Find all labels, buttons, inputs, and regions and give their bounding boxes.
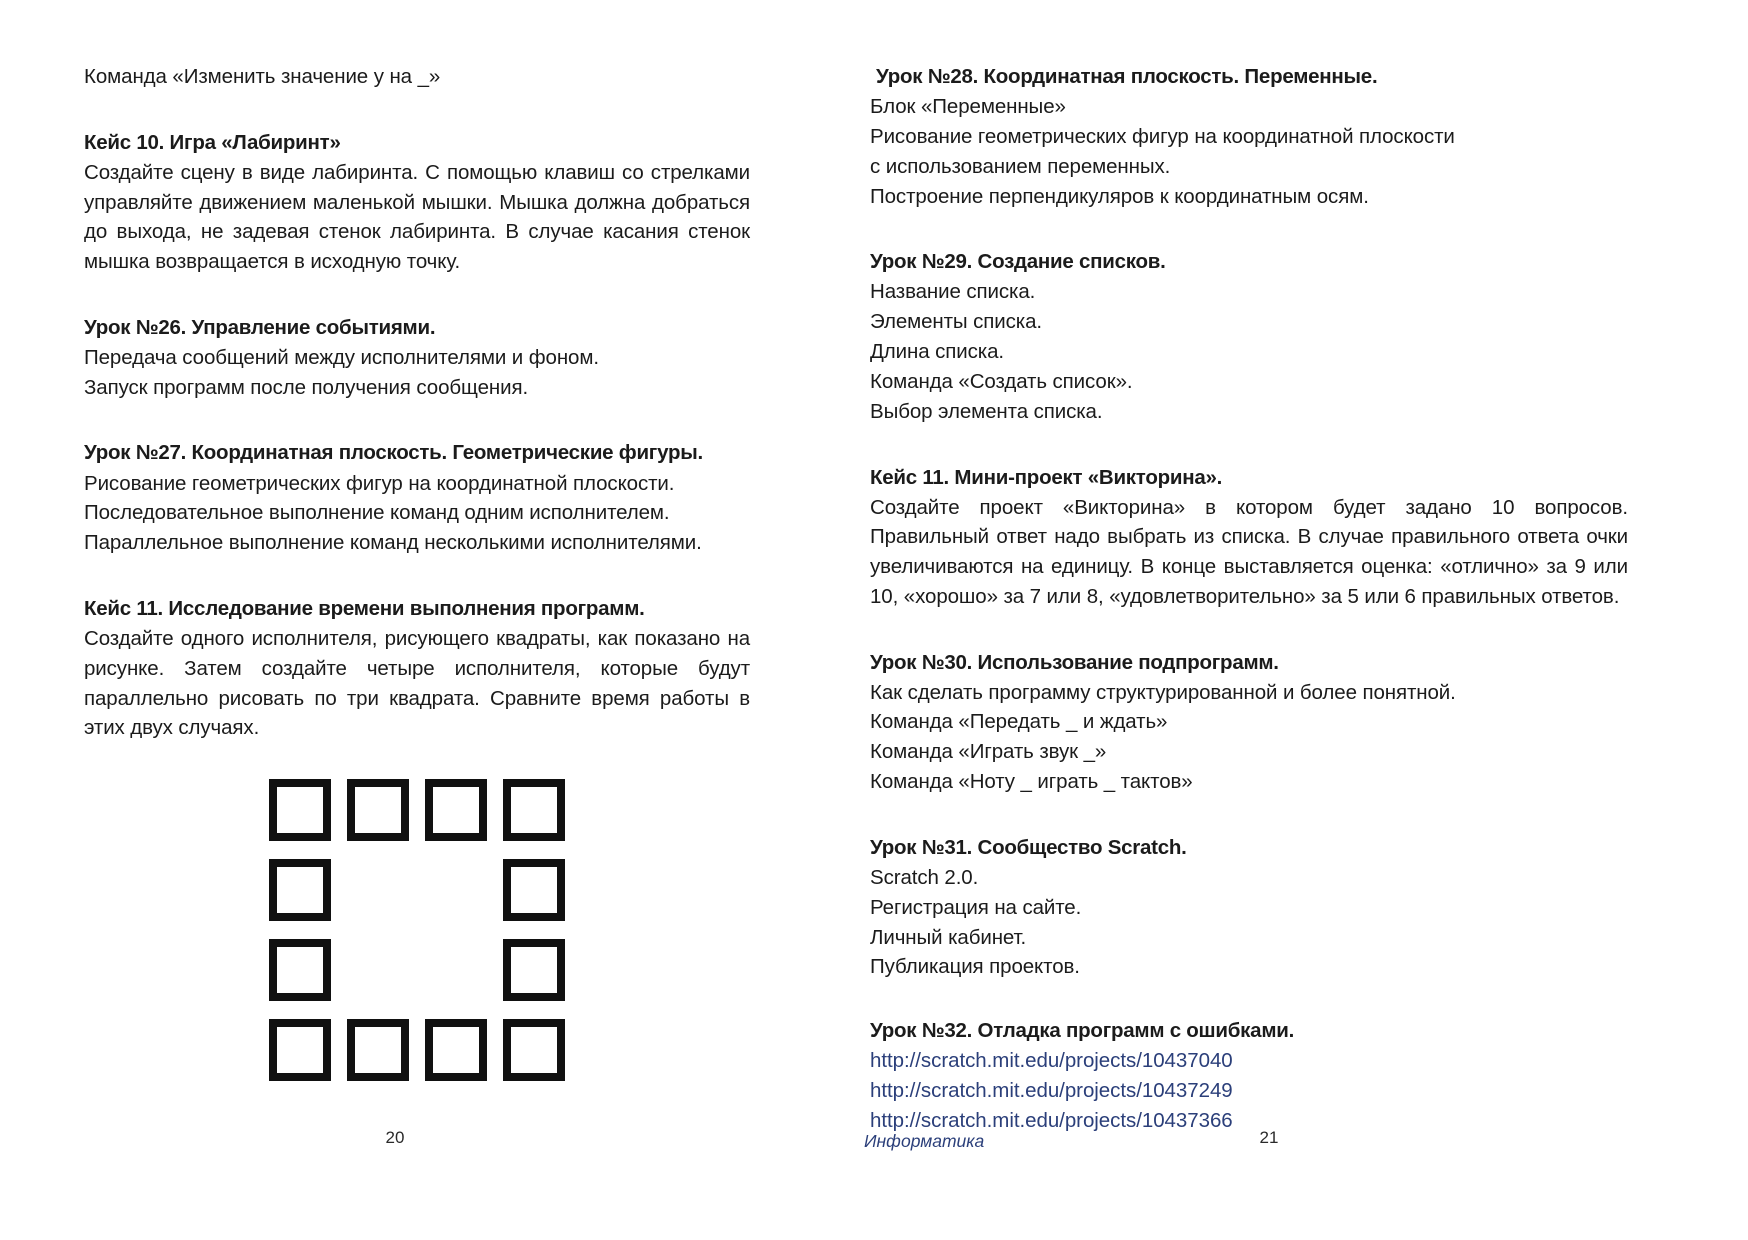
- section-lines: [870, 277, 1628, 426]
- line: Команда «Передать _ и ждать»: [870, 710, 1168, 734]
- left-page: [0, 0, 790, 1240]
- line: Параллельное выполнение команд несколькими исполнителями.: [84, 531, 702, 555]
- section-heading: Урок №26. Управление событиями.: [84, 315, 436, 339]
- line: Элементы списка.: [870, 310, 1043, 334]
- square-cell: [425, 779, 487, 841]
- section-lesson-28: [870, 62, 1628, 211]
- section-lesson-30: [870, 648, 1628, 797]
- running-head: Информатика: [864, 1131, 985, 1151]
- section-heading: Кейс 11. Исследование времени выполнения программ.: [84, 596, 645, 620]
- page-number-right: 21: [1259, 1128, 1279, 1147]
- section-lines: [870, 678, 1628, 797]
- square-cell: [503, 779, 565, 841]
- square-cell: [347, 1019, 409, 1081]
- line: Блок «Переменные»: [870, 95, 1066, 119]
- section-lines: [870, 863, 1628, 982]
- line: Выбор элемента списка.: [870, 399, 1103, 423]
- square-cell: [503, 939, 565, 1001]
- squares-ring-diagram: [84, 779, 750, 1081]
- section-body: Создайте проект «Викторина» в котором будет задано 10 вопросов. Правильный ответ надо выбрать из списка. В случае правильного ответа очки увеличиваются на единицу. В конце выставляется оценка: «отлично» за 9 или 10, «хорошо» за 7 или 8, «удовлетворительно» за 5 или 6 правильных ответов.: [870, 495, 1628, 608]
- square-cell: [503, 859, 565, 921]
- project-link[interactable]: http://scratch.mit.edu/projects/10437040: [870, 1049, 1233, 1073]
- line: Команда «Играть звук _»: [870, 740, 1107, 764]
- line: Передача сообщений между исполнителями и фоном.: [84, 345, 599, 369]
- section-heading: Урок №30. Использование подпрограмм.: [870, 650, 1279, 674]
- square-cell-empty: [425, 859, 487, 921]
- right-page-column: [870, 62, 1628, 1136]
- square-cell: [347, 779, 409, 841]
- line: с использованием переменных.: [870, 154, 1171, 178]
- section-case-11-quiz: [870, 463, 1628, 612]
- line: Запуск программ после получения сообщения.: [84, 375, 529, 399]
- section-lesson-29: [870, 247, 1628, 426]
- line: Рисование геометрических фигур на координатной плоскости: [870, 124, 1455, 148]
- square-cell: [425, 1019, 487, 1081]
- line: Построение перпендикуляров к координатным осям.: [870, 184, 1369, 208]
- line: Личный кабинет.: [870, 925, 1027, 949]
- square-cell: [503, 1019, 565, 1081]
- project-link[interactable]: http://scratch.mit.edu/projects/10437366: [870, 1108, 1233, 1132]
- squares-grid: [269, 779, 565, 1081]
- section-lines: [84, 469, 750, 558]
- section-heading: Кейс 10. Игра «Лабиринт»: [84, 130, 341, 154]
- line: Команда «Ноту _ играть _ тактов»: [870, 770, 1193, 794]
- section-lesson-32: [870, 1016, 1628, 1136]
- line: Команда «Создать список».: [870, 369, 1133, 393]
- square-cell: [269, 859, 331, 921]
- line: Рисование геометрических фигур на координатной плоскости.: [84, 471, 675, 495]
- line: Регистрация на сайте.: [870, 895, 1082, 919]
- section-body: Создайте одного исполнителя, рисующего квадраты, как показано на рисунке. Затем создайте четыре исполнителя, которые будут параллельно рисовать по три квадрата. Сравните время работы в этих двух случаях.: [84, 627, 750, 740]
- section-lines: [870, 92, 1628, 211]
- square-cell-empty: [347, 939, 409, 1001]
- square-cell: [269, 939, 331, 1001]
- section-lines: [84, 343, 750, 403]
- lead-line: Команда «Изменить значение y на _»: [84, 65, 441, 88]
- project-link[interactable]: http://scratch.mit.edu/projects/10437249: [870, 1079, 1233, 1103]
- square-cell-empty: [347, 859, 409, 921]
- section-lesson-27: [84, 438, 750, 558]
- square-cell-empty: [425, 939, 487, 1001]
- square-cell: [269, 1019, 331, 1081]
- section-heading: Урок №28. Координатная плоскость. Переменные.: [876, 65, 1378, 88]
- line: Название списка.: [870, 280, 1036, 304]
- section-heading: Урок №31. Сообщество Scratch.: [870, 835, 1187, 859]
- section-body: Создайте сцену в виде лабиринта. С помощью клавиш со стрелками управляйте движением маленькой мышки. Мышка должна добраться до выхода, не задевая стенок лабиринта. В случае касания стенок мышка возвращается в исходную точку.: [84, 160, 750, 273]
- left-page-column: [84, 62, 750, 1081]
- section-lesson-26: [84, 313, 750, 403]
- section-heading: Урок №32. Отладка программ с ошибками.: [870, 1019, 1295, 1043]
- line: Публикация проектов.: [870, 955, 1080, 979]
- section-case-11: [84, 594, 750, 743]
- line: Scratch 2.0.: [870, 865, 979, 889]
- line: Последовательное выполнение команд одним исполнителем.: [84, 501, 670, 525]
- section-heading: Урок №27. Координатная плоскость. Геометрические фигуры.: [84, 441, 703, 465]
- page-number-left: 20: [385, 1128, 405, 1147]
- section-case-10: [84, 128, 750, 277]
- section-heading: Кейс 11. Мини-проект «Викторина».: [870, 465, 1223, 489]
- line: Длина списка.: [870, 340, 1004, 364]
- square-cell: [269, 779, 331, 841]
- line: Как сделать программу структурированной и более понятной.: [870, 680, 1456, 704]
- right-page: [790, 0, 1748, 1240]
- section-lesson-31: [870, 833, 1628, 982]
- section-heading: Урок №29. Создание списков.: [870, 250, 1166, 274]
